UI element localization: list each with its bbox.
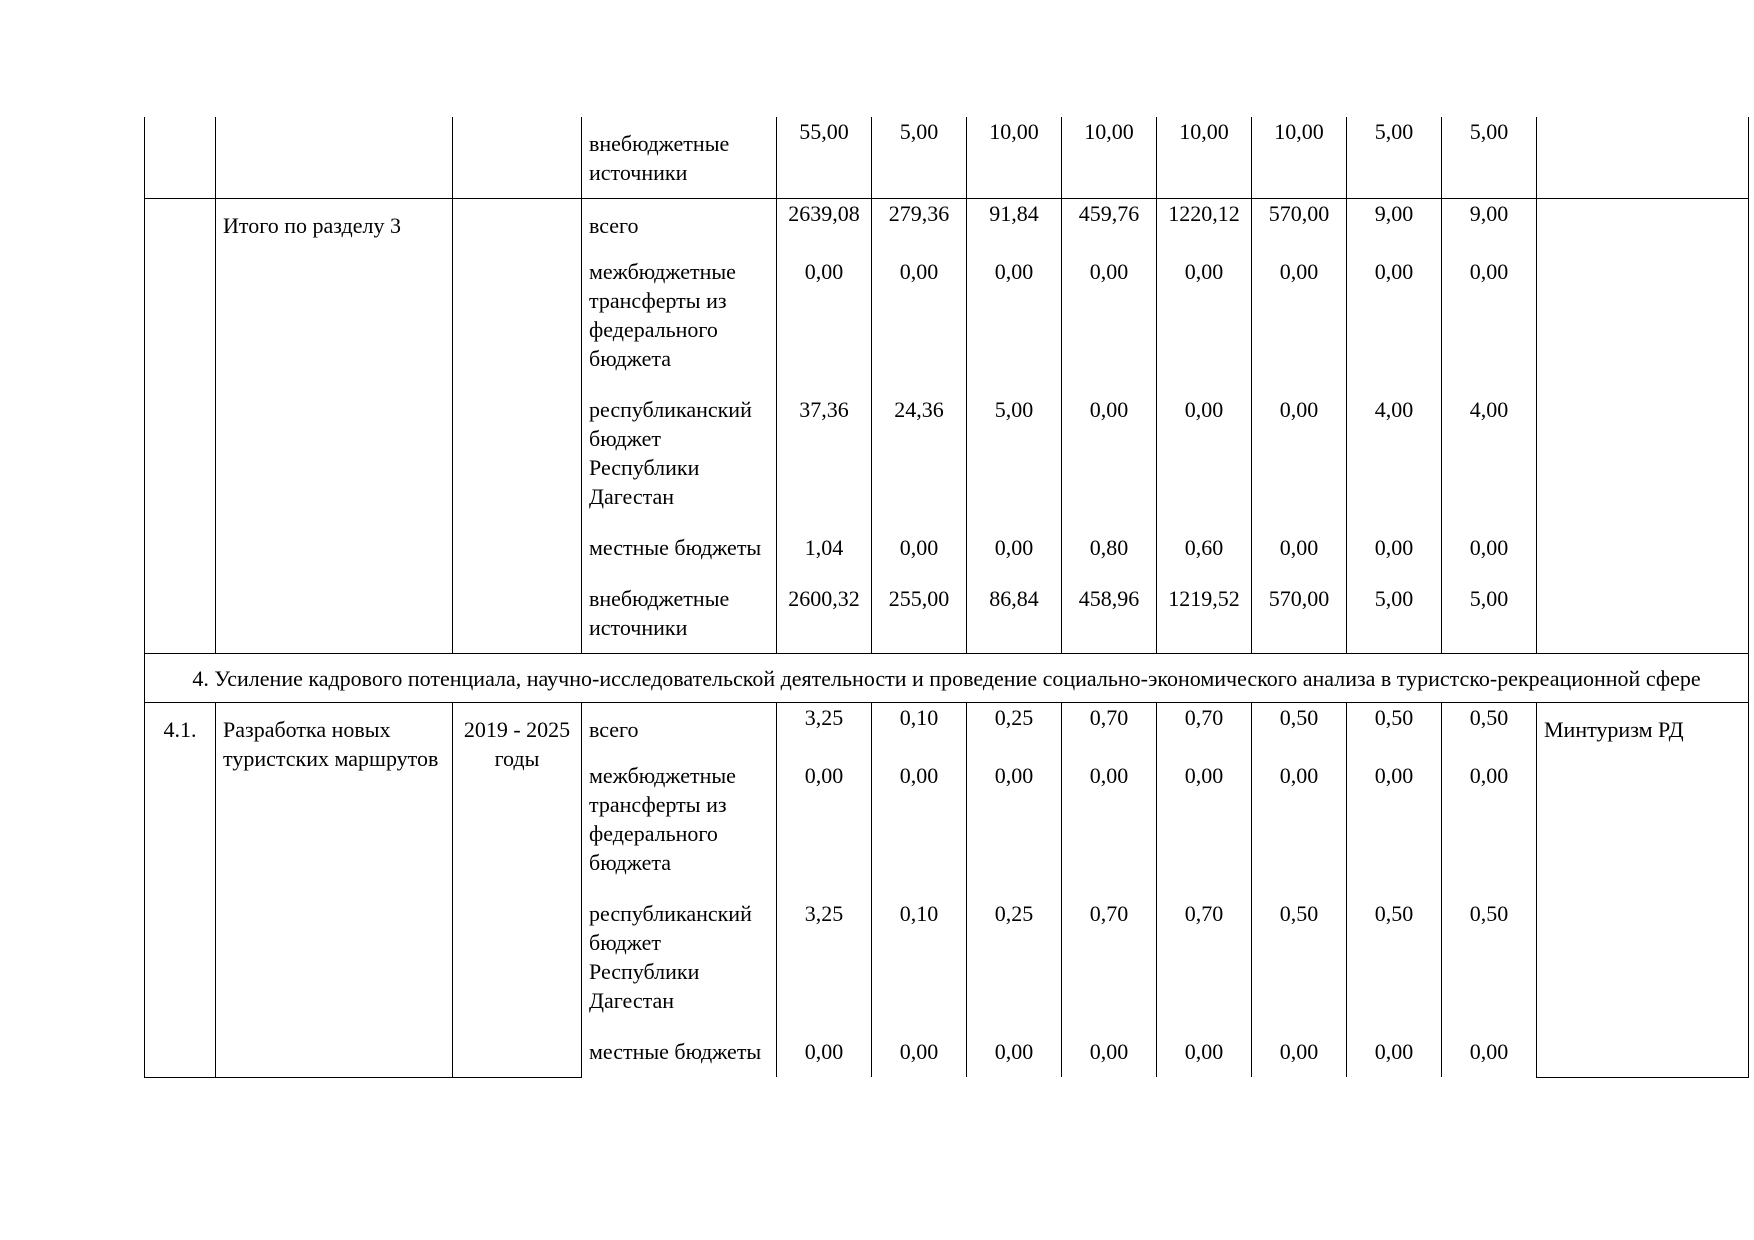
value-cell: 0,50 [1252,703,1347,762]
cell-executor [1537,199,1749,654]
value-cell: 86,84 [967,584,1062,654]
source-cell: местные бюджеты [582,1037,777,1077]
value-cell: 55,00 [777,117,872,199]
source-cell: внебюджетные источники [582,117,777,199]
value-cell: 0,00 [777,1037,872,1077]
value-cell: 0,00 [1347,533,1442,584]
value-cell: 570,00 [1252,199,1347,258]
value-cell: 0,00 [1062,257,1157,395]
source-cell: республиканский бюджет Республики Дагестан [582,899,777,1037]
source-cell: местные бюджеты [582,533,777,584]
value-cell: 279,36 [872,199,967,258]
value-cell: 0,00 [1157,1037,1252,1077]
value-cell: 0,00 [1157,395,1252,533]
value-cell: 0,00 [1062,761,1157,899]
value-cell: 0,70 [1062,899,1157,1037]
value-cell: 0,00 [872,257,967,395]
value-cell: 0,00 [777,257,872,395]
value-cell: 0,50 [1442,899,1537,1037]
value-cell: 5,00 [872,117,967,199]
cell-name [216,117,453,199]
value-cell: 1,04 [777,533,872,584]
item-row [145,703,1749,762]
source-cell: всего [582,703,777,762]
value-cell: 0,80 [1062,533,1157,584]
value-cell: 91,84 [967,199,1062,258]
value-cell: 0,50 [1252,899,1347,1037]
value-cell: 0,50 [1442,703,1537,762]
value-cell: 0,00 [1442,257,1537,395]
item-period: 2019 - 2025 годы [453,703,582,1078]
cell-period [453,199,582,654]
value-cell: 0,25 [967,703,1062,762]
value-cell: 1220,12 [1157,199,1252,258]
value-cell: 255,00 [872,584,967,654]
value-cell: 0,00 [1062,1037,1157,1077]
value-cell: 0,25 [967,899,1062,1037]
value-cell: 4,00 [1442,395,1537,533]
section-heading-row [145,654,1749,703]
value-cell: 0,00 [1252,761,1347,899]
value-cell: 10,00 [1062,117,1157,199]
value-cell: 0,00 [1252,1037,1347,1077]
cell-number [145,117,216,199]
item-number: 4.1. [145,703,216,1078]
value-cell: 0,50 [1347,703,1442,762]
source-cell: всего [582,199,777,258]
value-cell: 0,00 [1157,761,1252,899]
value-cell: 0,00 [1347,257,1442,395]
value-cell: 459,76 [1062,199,1157,258]
source-cell: межбюджетные трансферты из федерального бюджета [582,761,777,899]
funding-table [144,117,1749,1078]
value-cell: 2600,32 [777,584,872,654]
section3-total-row [145,199,1749,258]
value-cell: 0,00 [777,761,872,899]
item-executor: Минтуризм РД [1537,703,1749,1078]
value-cell: 2639,08 [777,199,872,258]
value-cell: 0,70 [1062,703,1157,762]
value-cell: 0,00 [967,533,1062,584]
value-cell: 0,00 [872,533,967,584]
value-cell: 5,00 [1347,117,1442,199]
value-cell: 0,00 [872,761,967,899]
section-total-title: Итого по разделу 3 [216,199,453,654]
value-cell: 1219,52 [1157,584,1252,654]
value-cell: 0,50 [1347,899,1442,1037]
value-cell: 5,00 [1347,584,1442,654]
value-cell: 0,00 [967,1037,1062,1077]
value-cell: 24,36 [872,395,967,533]
value-cell: 0,00 [1442,533,1537,584]
source-cell: внебюджетные источники [582,584,777,654]
cell-executor [1537,117,1749,199]
value-cell: 0,60 [1157,533,1252,584]
value-cell: 5,00 [1442,117,1537,199]
value-cell: 37,36 [777,395,872,533]
value-cell: 10,00 [1252,117,1347,199]
section-heading: 4. Усиление кадрового потенциала, научно-исследовательской деятельности и проведение социально-экономического анализа в туристско-рекреационной сфере [145,654,1749,703]
value-cell: 3,25 [777,899,872,1037]
value-cell: 0,00 [1062,395,1157,533]
value-cell: 9,00 [1347,199,1442,258]
value-cell: 5,00 [1442,584,1537,654]
value-cell: 458,96 [1062,584,1157,654]
value-cell: 0,00 [1442,761,1537,899]
value-cell: 5,00 [967,395,1062,533]
cell-period [453,117,582,199]
value-cell: 0,70 [1157,703,1252,762]
cell-number [145,199,216,654]
value-cell: 3,25 [777,703,872,762]
value-cell: 0,00 [1347,761,1442,899]
value-cell: 0,00 [967,761,1062,899]
value-cell: 570,00 [1252,584,1347,654]
carry-over-row [145,117,1749,199]
source-cell: республиканский бюджет Республики Дагестан [582,395,777,533]
value-cell: 0,70 [1157,899,1252,1037]
source-cell: межбюджетные трансферты из федерального бюджета [582,257,777,395]
value-cell: 0,00 [1157,257,1252,395]
value-cell: 9,00 [1442,199,1537,258]
value-cell: 0,10 [872,899,967,1037]
value-cell: 0,00 [1347,1037,1442,1077]
item-name: Разработка новых туристских маршрутов [216,703,453,1078]
value-cell: 0,00 [872,1037,967,1077]
value-cell: 10,00 [1157,117,1252,199]
value-cell: 10,00 [967,117,1062,199]
value-cell: 0,00 [1442,1037,1537,1077]
value-cell: 0,00 [1252,257,1347,395]
value-cell: 0,00 [967,257,1062,395]
value-cell: 0,00 [1252,533,1347,584]
value-cell: 0,00 [1252,395,1347,533]
value-cell: 0,10 [872,703,967,762]
value-cell: 4,00 [1347,395,1442,533]
